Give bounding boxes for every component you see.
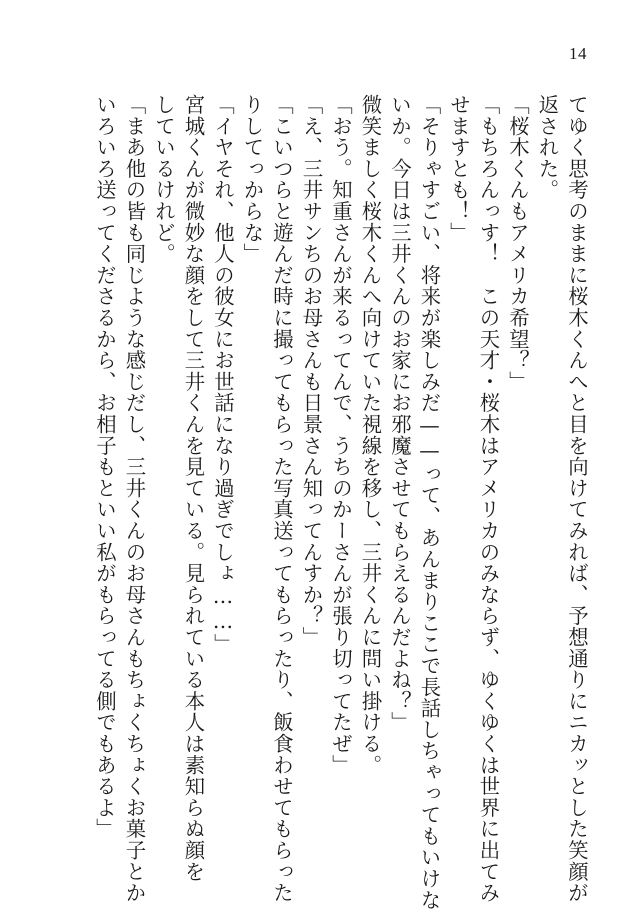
novel-text-body	[90, 94, 592, 911]
text-line: しているけれど。	[152, 94, 176, 265]
text-line: 微笑ましく桜木くんへ向けていた視線を移し、三井くんに問い掛ける。	[358, 94, 383, 776]
text-line: 返された。	[535, 94, 560, 201]
text-line: 「まあ他の皆も同じような感じだし、三井くんのお母さんもちょくちょくお菓子とか	[122, 94, 147, 904]
text-line: 「おう。知重さんが来るってんで、うちのかーさんが張り切ってたぜ」	[329, 94, 353, 776]
page-number: 14	[569, 44, 587, 63]
text-line: 「え、三井サンちのお母さんも日景さん知ってんすか？」	[299, 94, 324, 648]
text-line: いか。今日は三井くんのお家にお邪魔させてもらえるんだよね？」	[388, 94, 412, 733]
text-line: 「イヤそれ、他人の彼女にお世話になり過ぎでしょ……」	[211, 94, 235, 655]
text-line: いろいろ送ってくださるから、お相子もといい私がもらってる側でもあるよ」	[93, 94, 117, 840]
text-line: 「こいつらと遊んだ時に撮ってもらった写真送ってもらったり、飯食わせてもらった	[270, 94, 294, 904]
text-line: 宮城くんが微妙な顔をして三井くんを見ている。見られている本人は素知らぬ顔を	[181, 94, 206, 883]
text-line: 「もちろんっす！ この天才・桜木はアメリカのみならず、ゆくゆくは世界に出てみ	[476, 94, 501, 904]
text-line: せますとも！」	[447, 94, 471, 244]
text-line: 「桜木くんもアメリカ希望？」	[506, 94, 530, 393]
text-line: てゆく思考のままに桜木くんへと目を向けてみれば、予想通りにニカッとした笑顔が	[565, 94, 589, 904]
text-line: りしてっからな」	[240, 94, 265, 265]
text-line: 「そりゃすごい、将来が楽しみだ——って、あんまりここで長話しちゃってもいけな	[417, 94, 442, 911]
